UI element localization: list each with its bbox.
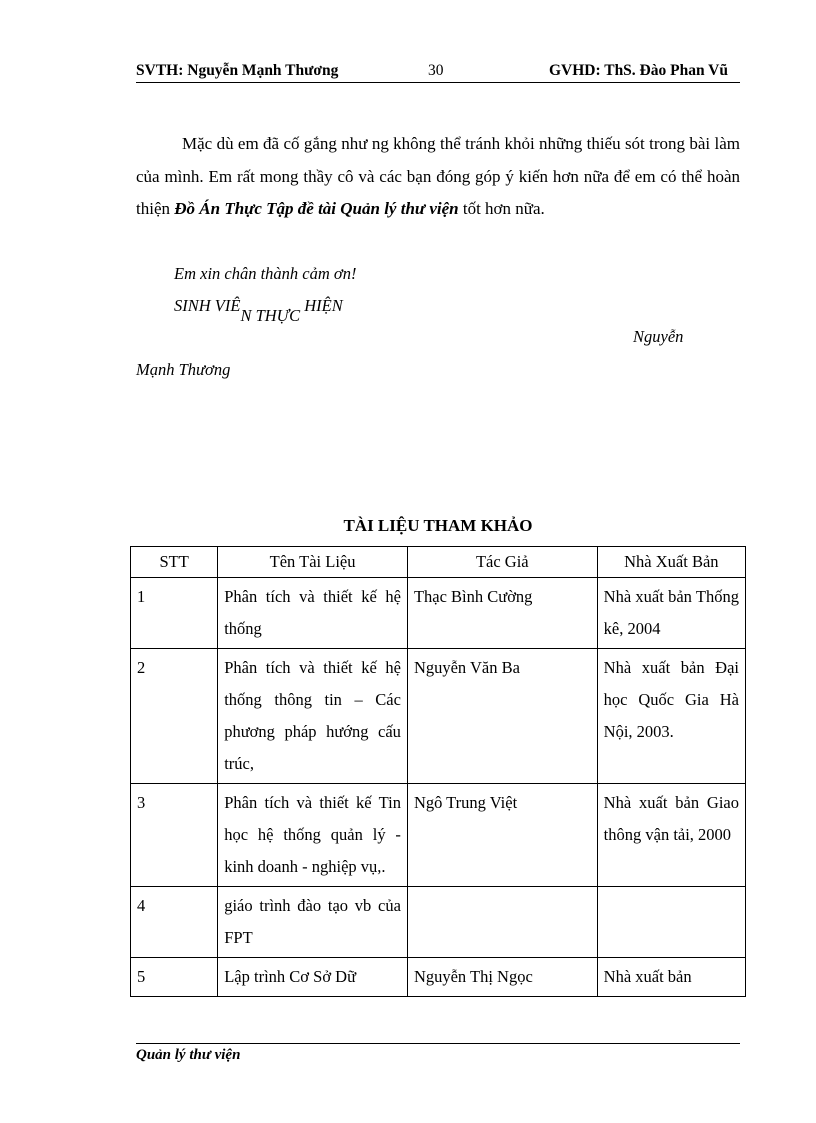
cell-publisher: Nhà xuất bản Thống kê, 2004 xyxy=(597,578,745,649)
project-title: Đồ Án Thực Tập đề tài Quản lý thư viện xyxy=(174,199,459,218)
role-part-b: N THỰC xyxy=(240,306,301,325)
page-header xyxy=(136,60,740,83)
signer-last-name: Mạnh Thương xyxy=(136,360,231,379)
table-row xyxy=(131,578,746,649)
paragraph-ending: tốt hơn nữa. xyxy=(458,199,545,218)
acknowledgement-paragraph xyxy=(136,128,740,226)
role-part-a: SINH VIÊ xyxy=(174,296,241,315)
cell-stt: 4 xyxy=(131,887,218,958)
cell-stt: 2 xyxy=(131,649,218,784)
signer-first-name: Nguyễn xyxy=(633,327,684,346)
cell-stt: 5 xyxy=(131,958,218,997)
page-number: 30 xyxy=(428,62,444,79)
cell-publisher: Nhà xuất bản Đại học Quốc Gia Hà Nội, 2003. xyxy=(597,649,745,784)
student-name: SVTH: Nguyễn Mạnh Thương xyxy=(136,62,339,79)
cell-author: Nguyễn Thị Ngọc xyxy=(407,958,597,997)
cell-author: Ngô Trung Việt xyxy=(407,784,597,887)
header-publisher: Nhà Xuất Bản xyxy=(597,547,745,578)
cell-author xyxy=(407,887,597,958)
cell-publisher xyxy=(597,887,745,958)
role-part-c: HIỆN xyxy=(304,296,343,315)
footer-title: Quản lý thư viện xyxy=(136,1047,241,1063)
cell-title: Phân tích và thiết kế hệ thống thông tin – Các phương pháp hướng cấu trúc, xyxy=(218,649,408,784)
footer-divider xyxy=(136,1043,740,1044)
cell-author: Nguyễn Văn Ba xyxy=(407,649,597,784)
cell-publisher: Nhà xuất bản xyxy=(597,958,745,997)
signature-role xyxy=(174,296,343,325)
cell-title: Phân tích và thiết kế Tin học hệ thống quản lý - kinh doanh - nghiệp vụ,. xyxy=(218,784,408,887)
references-title: TÀI LIỆU THAM KHẢO xyxy=(343,516,533,535)
header-stt: STT xyxy=(131,547,218,578)
supervisor-name: GVHD: ThS. Đào Phan Vũ xyxy=(548,62,728,79)
cell-title: giáo trình đào tạo vb của FPT xyxy=(218,887,408,958)
references-table xyxy=(130,546,746,997)
cell-publisher: Nhà xuất bản Giao thông vận tải, 2000 xyxy=(597,784,745,887)
table-row xyxy=(131,958,746,997)
cell-stt: 3 xyxy=(131,784,218,887)
table-header-row xyxy=(131,547,746,578)
cell-title: Phân tích và thiết kế hệ thống xyxy=(218,578,408,649)
table-row xyxy=(131,784,746,887)
header-author: Tác Giả xyxy=(407,547,597,578)
cell-stt: 1 xyxy=(131,578,218,649)
cell-title: Lập trình Cơ Sở Dữ xyxy=(218,958,408,997)
thanks-line: Em xin chân thành cảm ơn! xyxy=(174,264,357,283)
cell-author: Thạc Bình Cường xyxy=(407,578,597,649)
paragraph-text: Mặc dù em đã cố gắng như ng không thể tránh khỏi những thiếu sót trong bài làm của mình. Em rất mong thầy cô và các bạn đóng góp ý kiến hơn nữa để em có thể hoàn thiện xyxy=(136,134,740,218)
table-row xyxy=(131,887,746,958)
header-title: Tên Tài Liệu xyxy=(218,547,408,578)
table-row xyxy=(131,649,746,784)
